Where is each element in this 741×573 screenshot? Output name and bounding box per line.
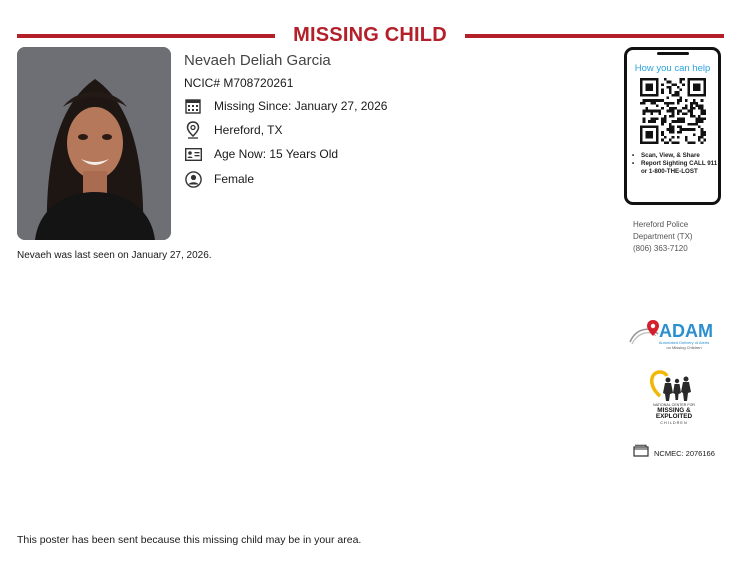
ncic-number: NCIC# M708720261 xyxy=(184,76,294,90)
location-row xyxy=(184,120,283,140)
location-text: Hereford, TX xyxy=(214,123,283,137)
help-item: • Scan, View, & Share xyxy=(631,152,719,160)
ncmec-case-number: NCMEC: 2076166 xyxy=(654,448,715,458)
ncmec-logo xyxy=(646,368,702,426)
adam-logo xyxy=(628,318,720,354)
phone-help-card xyxy=(624,47,721,205)
id-card-icon xyxy=(184,145,202,163)
svg-text:on Missing Children: on Missing Children xyxy=(666,345,702,350)
svg-text:EXPLOITED: EXPLOITED xyxy=(655,413,693,420)
agency-line: Hereford Police xyxy=(633,220,689,229)
sex-row xyxy=(184,169,255,189)
agency-line: Department (TX) xyxy=(633,232,693,241)
ncmec-case-row xyxy=(633,446,715,460)
help-item: • Report Sighting CALL 911 or 1-800-THE-LOST xyxy=(631,160,719,176)
person-icon xyxy=(184,170,202,188)
help-list xyxy=(631,152,719,175)
calendar-icon xyxy=(184,97,202,115)
svg-text:ADAM: ADAM xyxy=(659,321,713,341)
missing-since-text: Missing Since: January 27, 2026 xyxy=(214,99,388,113)
header-rule-right xyxy=(465,34,724,38)
map-pin-icon xyxy=(184,121,202,139)
folder-icon xyxy=(633,444,649,462)
help-title: How you can help xyxy=(634,63,711,74)
svg-text:MISSING &: MISSING & xyxy=(657,407,691,414)
last-seen-text: Nevaeh was last seen on January 27, 2026. xyxy=(17,250,212,261)
banner-title: MISSING CHILD xyxy=(293,24,447,46)
qr-code[interactable] xyxy=(640,78,706,144)
svg-text:CHILDREN: CHILDREN xyxy=(660,421,688,425)
sex-text: Female xyxy=(214,172,255,186)
svg-text:NATIONAL CENTER FOR: NATIONAL CENTER FOR xyxy=(653,403,695,407)
footer-note: This poster has been sent because this missing child may be in your area. xyxy=(17,534,362,546)
svg-text:Automated Delivery of Alerts: Automated Delivery of Alerts xyxy=(658,340,710,345)
child-photo xyxy=(17,47,171,240)
missing-since-row xyxy=(184,96,388,116)
age-text: Age Now: 15 Years Old xyxy=(214,147,339,161)
child-name: Nevaeh Deliah Garcia xyxy=(184,52,331,69)
age-row xyxy=(184,144,339,164)
agency-phone: (806) 363-7120 xyxy=(633,244,688,253)
phone-notch xyxy=(657,52,689,55)
header-rule-left xyxy=(17,34,275,38)
agency-contact xyxy=(633,219,693,255)
